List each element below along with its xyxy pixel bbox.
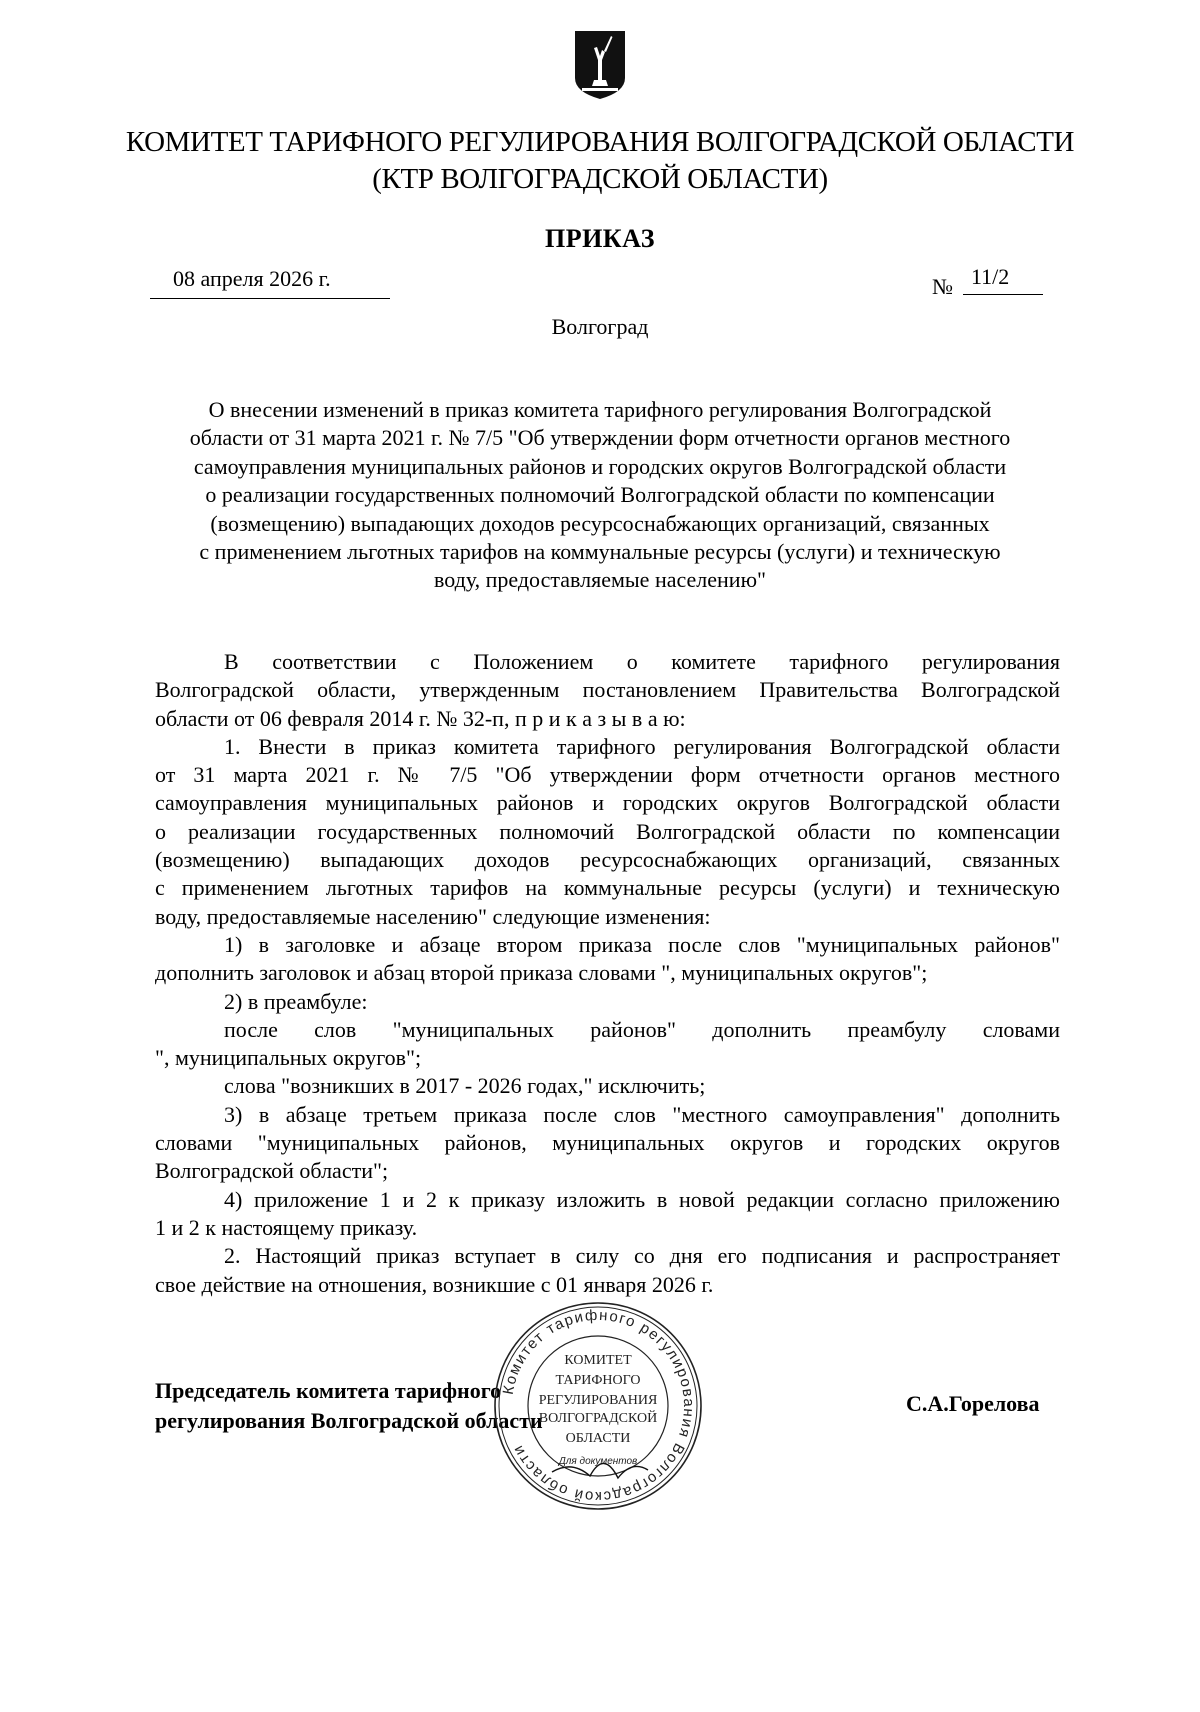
organization-short-name: (КТР ВОЛГОГРАДСКОЙ ОБЛАСТИ) xyxy=(372,163,828,195)
stamp-inner-line: ОБЛАСТИ xyxy=(565,1431,631,1446)
body-line: 1) в заголовке и абзаце втором приказа после слов "муниципальных районов" xyxy=(224,931,1060,957)
position-line: регулирования Волгоградской области xyxy=(155,1408,543,1433)
title-line: с применением льготных тарифов на коммунальные ресурсы (услуги) и техническую xyxy=(199,539,1001,565)
body-line: Волгоградской области"; xyxy=(155,1158,389,1184)
subitem-3-paragraph xyxy=(155,1101,1060,1186)
stamp-inner-line: ВОЛГОГРАДСКОЙ xyxy=(538,1411,658,1426)
subitem-2-paragraph xyxy=(155,988,1060,1016)
preamble-paragraph xyxy=(155,648,1060,733)
body-line: 2. Настоящий приказ вступает в силу со дня его подписания и распространяет xyxy=(224,1243,1060,1269)
title-line: самоуправления муниципальных районов и городских округов Волгоградской области xyxy=(193,453,1007,479)
organization-name: КОМИТЕТ ТАРИФНОГО РЕГУЛИРОВАНИЯ ВОЛГОГРАДСКОЙ ОБЛАСТИ xyxy=(125,126,1075,158)
stamp-inner-line: РЕГУЛИРОВАНИЯ xyxy=(538,1393,658,1408)
body-line: 4) приложение 1 и 2 к приказу изложить в новой редакции согласно приложению xyxy=(224,1186,1060,1212)
body-line: 2) в преамбуле: xyxy=(224,988,368,1014)
signatory-name: С.А.Горелова xyxy=(906,1391,1040,1416)
item-2-paragraph xyxy=(155,1242,1060,1299)
body-line: Волгоградской области, утвержденным постановлением Правительства Волгоградской xyxy=(155,677,1060,703)
signatory-position xyxy=(155,1376,543,1436)
body-line: словами "муниципальных районов, муниципальных округов и городских округов xyxy=(155,1130,1060,1156)
title-line: о реализации государственных полномочий Волгоградской области по компенсации xyxy=(205,482,995,508)
body-line: воду, предоставляемые населению" следующие изменения: xyxy=(155,903,711,929)
document-number: 11/2 xyxy=(971,264,1010,289)
body-line: 1 и 2 к настоящему приказу. xyxy=(155,1214,418,1240)
subitem-2b-paragraph xyxy=(155,1072,1060,1100)
body-line: (возмещению) выпадающих доходов ресурсоснабжающих организаций, связанных xyxy=(155,847,1060,873)
document-title xyxy=(150,396,1050,595)
document-body xyxy=(155,648,1060,1299)
body-line: самоуправления муниципальных районов и городских округов Волгоградской области xyxy=(155,790,1060,816)
number-sign: № xyxy=(932,274,953,299)
stamp-inner-line: ТАРИФНОГО xyxy=(555,1373,641,1388)
volgograd-emblem-icon xyxy=(574,30,626,100)
document-type: ПРИКАЗ xyxy=(544,224,656,253)
body-line: от 31 марта 2021 г. № 7/5 "Об утверждении форм отчетности органов местного xyxy=(155,762,1060,788)
body-line: ", муниципальных округов"; xyxy=(155,1045,422,1071)
stamp-outer-text: Комитет тарифного регулирования Волгоградской области xyxy=(499,1306,698,1506)
body-line: с применением льготных тарифов на коммунальные ресурсы (услуги) и техническую xyxy=(155,875,1060,901)
subitem-2a-paragraph xyxy=(155,1016,1060,1073)
title-line: воду, предоставляемые населению" xyxy=(434,567,766,593)
body-line: о реализации государственных полномочий Волгоградской области по компенсации xyxy=(155,818,1060,844)
position-line: Председатель комитета тарифного xyxy=(155,1378,502,1403)
body-line: свое действие на отношения, возникшие с 01 января 2026 г. xyxy=(155,1271,714,1297)
body-line: В соответствии с Положением о комитете тарифного регулирования xyxy=(224,649,1060,674)
date-field xyxy=(150,266,390,299)
title-line: области от 31 марта 2021 г. № 7/5 "Об утверждении форм отчетности органов местного xyxy=(189,425,1011,451)
body-line: 1. Внести в приказ комитета тарифного регулирования Волгоградской области xyxy=(224,733,1060,759)
subitem-1-paragraph xyxy=(155,931,1060,988)
title-line: (возмещению) выпадающих доходов ресурсоснабжающих организаций, связанных xyxy=(210,510,990,536)
title-line: О внесении изменений в приказ комитета тарифного регулирования Волгоградской xyxy=(208,397,992,422)
item-1-paragraph xyxy=(155,733,1060,931)
body-line: после слов "муниципальных районов" дополнить преамбулу словами xyxy=(224,1016,1060,1042)
body-line: слова "возникших в 2017 - 2026 годах," исключить; xyxy=(224,1073,706,1099)
body-line: дополнить заголовок и абзац второй приказа словами ", муниципальных округов"; xyxy=(155,960,928,986)
body-line: области от 06 февраля 2014 г. № 32-п, п р и к а з ы в а ю: xyxy=(155,705,686,731)
number-field xyxy=(963,266,1043,295)
document-date: 08 апреля 2026 г. xyxy=(173,266,331,291)
subitem-4-paragraph xyxy=(155,1186,1060,1243)
body-line: 3) в абзаце третьем приказа после слов "местного самоуправления" дополнить xyxy=(224,1101,1060,1127)
city-name: Волгоград xyxy=(551,314,649,339)
stamp-inner-line: КОМИТЕТ xyxy=(564,1353,632,1368)
stamp-bottom-text: Для документов xyxy=(558,1456,638,1467)
official-stamp xyxy=(492,1300,704,1512)
